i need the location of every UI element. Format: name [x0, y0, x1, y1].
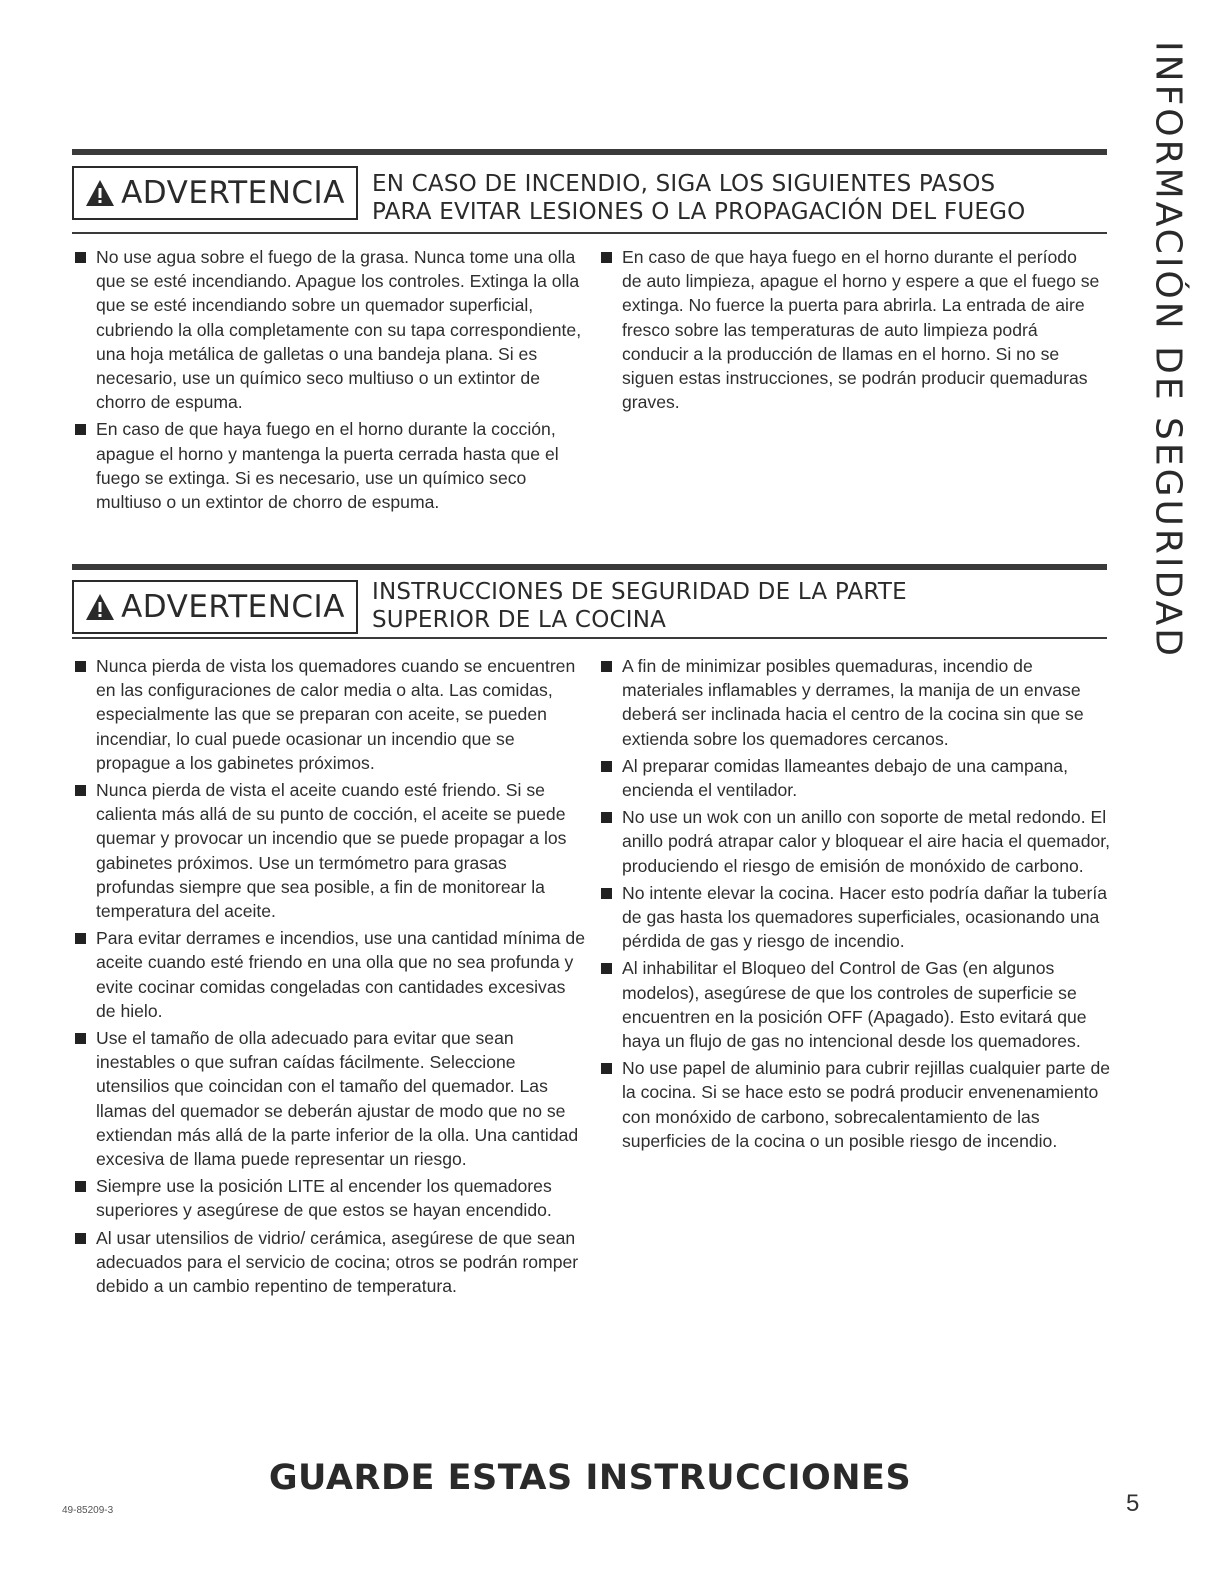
section1-title-line1: EN CASO DE INCENDIO, SIGA LOS SIGUIENTES PASOS [372, 171, 996, 197]
square-bullet-icon [75, 933, 86, 944]
square-bullet-icon [601, 888, 612, 899]
list-item-text: Siempre use la posición LITE al encender los quemadores superiores y asegúrese de que estos se hayan encendido. [96, 1176, 552, 1221]
section1-left-list [75, 245, 585, 517]
list-item-text: No use agua sobre el fuego de la grasa. Nunca tome una olla que se esté incendiando. Apague los controles. Extinga la olla que se esté incendiando sobre un quemador superficial, cubriendo la olla completamente con su tapa correspondiente, una hoja metálica de galletas o una bandeja plana. Si es necesario, use un químico seco multiuso o un extintor de chorro de espuma. [96, 247, 582, 413]
warning-triangle-icon [85, 179, 115, 207]
section1-warning-badge [72, 166, 358, 220]
section1-title [372, 170, 1092, 226]
section2-title-line1: INSTRUCCIONES DE SEGURIDAD DE LA PARTE [372, 579, 907, 605]
square-bullet-icon [601, 252, 612, 263]
section2-warning-badge [72, 580, 358, 634]
section1-top-rule [72, 149, 1107, 155]
section2-title [372, 578, 1092, 634]
list-item-text: No intente elevar la cocina. Hacer esto podría dañar la tubería de gas hasta los quemadores superficiales, ocasionando una pérdida de gas y riesgo de incendio. [622, 882, 1108, 952]
section2-top-rule [72, 564, 1107, 570]
list-item [75, 417, 585, 514]
warning-label: ADVERTENCIA [121, 589, 345, 625]
warning-label: ADVERTENCIA [121, 175, 345, 211]
warning-triangle-icon [85, 593, 115, 621]
list-item-text: En caso de que haya fuego en el horno durante el período de auto limpieza, apague el horno y espere a que el fuego se extinga. No fuerce la puerta para abrirla. La entrada de aire fresco sobre las temperaturas de auto limpieza podrá conducir a la producción de llamas en el horno. Si no se siguen estas instrucciones, se podrán producir quemaduras graves. [622, 247, 1100, 413]
list-item [75, 1026, 585, 1171]
document-code: 49-85209-3 [62, 1505, 114, 1516]
section1-bottom-rule [72, 232, 1107, 234]
side-section-tab [1140, 41, 1195, 659]
list-item [601, 754, 1111, 802]
section2-right-list [601, 654, 1111, 1156]
footer-title: GUARDE ESTAS INSTRUCCIONES [268, 1458, 912, 1498]
list-item-text: En caso de que haya fuego en el horno durante la cocción, apague el horno y mantenga la puerta cerrada hasta que el fuego se extinga. Si es necesario, use un químico seco multiuso o un extintor de chorro de espuma. [96, 419, 559, 513]
section1-right-list [601, 245, 1101, 417]
square-bullet-icon [601, 963, 612, 974]
list-item [601, 654, 1111, 751]
square-bullet-icon [75, 785, 86, 796]
list-item [601, 805, 1111, 878]
square-bullet-icon [75, 1233, 86, 1244]
section2-title-line2: SUPERIOR DE LA COCINA [372, 607, 667, 633]
page-number: 5 [1126, 1490, 1140, 1517]
side-tab-label: INFORMACIÓN DE SEGURIDAD [1147, 41, 1188, 659]
list-item [75, 926, 585, 1023]
list-item [75, 1174, 585, 1222]
section2-bottom-rule [72, 637, 1107, 639]
list-item [601, 245, 1101, 414]
list-item-text: Nunca pierda de vista los quemadores cuando se encuentren en las configuraciones de calor media o alta. Las comidas, especialmente las que se preparan con aceite, se pueden incendiar, lo cual puede ocasionar un incendio que se propague a los gabinetes próximos. [96, 656, 576, 773]
square-bullet-icon [75, 1181, 86, 1192]
square-bullet-icon [75, 252, 86, 263]
list-item-text: Nunca pierda de vista el aceite cuando esté friendo. Si se calienta más allá de su punto de cocción, el aceite se puede quemar y provocar un incendio que se puede propagar a los gabinetes próximos. Use un termómetro para grasas profundas siempre que sea posible, a fin de monitorear la temperatura del aceite. [96, 780, 567, 922]
square-bullet-icon [601, 761, 612, 772]
list-item [601, 1056, 1111, 1153]
list-item-text: Al preparar comidas llameantes debajo de una campana, encienda el ventilador. [622, 755, 1068, 801]
list-item-text: A fin de minimizar posibles quemaduras, incendio de materiales inflamables y derrames, la manija de un envase deberá ser inclinada hacia el centro de la cocina sin que se extienda sobre los quemadores cercanos. [622, 656, 1084, 749]
square-bullet-icon [601, 812, 612, 823]
square-bullet-icon [75, 661, 86, 672]
list-item [601, 881, 1111, 954]
list-item [601, 956, 1111, 1053]
section2-left-list [75, 654, 585, 1301]
square-bullet-icon [601, 661, 612, 672]
list-item [75, 1226, 585, 1299]
list-item-text: No use un wok con un anillo con soporte de metal redondo. El anillo podrá atrapar calor y bloquear el aire hacia el quemador, produciendo el riesgo de emisión de monóxido de carbono. [622, 807, 1111, 876]
list-item [75, 245, 585, 414]
list-item-text: Para evitar derrames e incendios, use una cantidad mínima de aceite cuando esté friendo en una olla que no sea profunda y evite cocinar comidas congeladas con cantidades excesivas de hielo. [96, 928, 585, 1021]
section1-title-line2: PARA EVITAR LESIONES O LA PROPAGACIÓN DEL FUEGO [372, 199, 1026, 225]
list-item-text: Al inhabilitar el Bloqueo del Control de Gas (en algunos modelos), asegúrese de que los controles de superficie se encuentren en la posición OFF (Apagado). Esto evitará que haya un flujo de gas no intencional desde los quemadores. [622, 958, 1087, 1052]
list-item-text: Al usar utensilios de vidrio/ cerámica, asegúrese de que sean adecuados para el servicio de cocina; otros se podrán romper debido a un cambio repentino de temperatura. [96, 1227, 579, 1297]
list-item-text: No use papel de aluminio para cubrir rejillas cualquier parte de la cocina. Si se hace esto se podrá producir envenenamiento con monóxido de carbono, sobrecalentamiento de las superficies de la cocina o un posible riesgo de incendio. [622, 1058, 1111, 1151]
square-bullet-icon [601, 1063, 612, 1074]
square-bullet-icon [75, 424, 86, 435]
list-item-text: Use el tamaño de olla adecuado para evitar que sean inestables o que sufran caídas fácilmente. Seleccione utensilios que coincidan con el tamaño del quemador. Las llamas del quemador se deberán ajustar de modo que no se extiendan más allá de la parte inferior de la olla. Una cantidad excesiva de llama puede representar un riesgo. [96, 1028, 579, 1170]
list-item [75, 778, 585, 923]
list-item [75, 654, 585, 775]
square-bullet-icon [75, 1033, 86, 1044]
